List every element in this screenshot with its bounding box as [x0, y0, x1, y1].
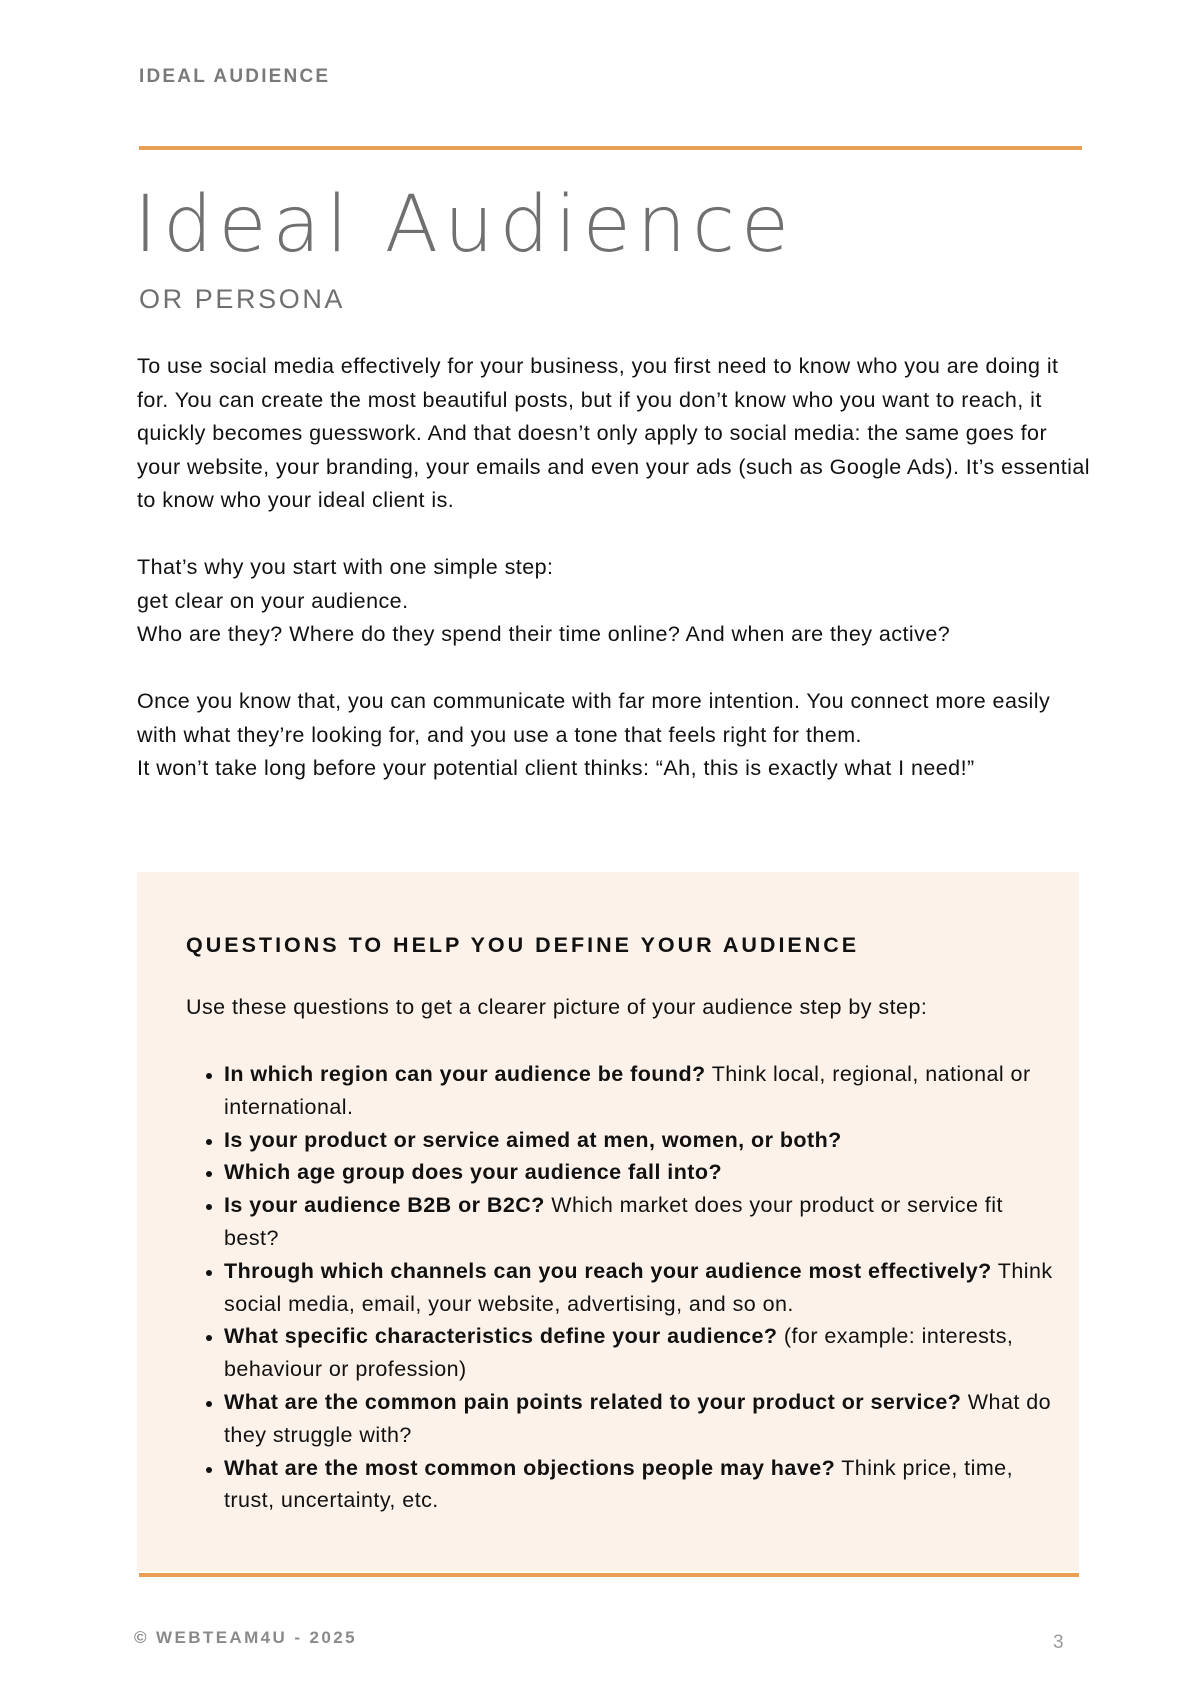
- question-item: [224, 1386, 1054, 1452]
- intro-line: get clear on your audience.: [137, 588, 409, 613]
- intro-line: That’s why you start with one simple step:: [137, 555, 554, 579]
- questions-list: [186, 1058, 1054, 1517]
- question-text: What specific characteristics define your audience?: [224, 1324, 778, 1349]
- footer-copyright: © WEBTEAM4U - 2025: [134, 1628, 357, 1647]
- question-item: [224, 1255, 1054, 1321]
- question-text: What are the common pain points related to your product or service?: [224, 1389, 962, 1414]
- question-detail: What do they struggle with?: [224, 1389, 1052, 1447]
- question-item: [224, 1058, 1054, 1124]
- intro-paragraph-1: To use social media effectively for your business, you first need to know who you are doing it for. You can create the most beautiful posts, but if you don’t know who you want to reach, it quickly becomes guesswork. And that doesn’t only apply to social media: the same goes for your website, your branding, your emails and even your ads (such as Google Ads). It’s essential to know who your ideal client is.: [137, 354, 1091, 512]
- page-subtitle: OR PERSONA: [139, 284, 346, 314]
- page-number: 3: [1053, 1632, 1064, 1653]
- questions-panel: [137, 872, 1079, 1571]
- question-item: [224, 1156, 1054, 1189]
- questions-heading: QUESTIONS TO HELP YOU DEFINE YOUR AUDIENCE: [186, 933, 860, 957]
- intro-line: It won’t take long before your potential client thinks: “Ah, this is exactly what I need!”: [137, 756, 975, 780]
- question-text: Is your audience B2B or B2C?: [224, 1193, 545, 1218]
- intro-line: Who are they? Where do they spend their time online? And when are they active?: [137, 622, 951, 646]
- page-title: Ideal Audience: [134, 180, 796, 270]
- question-text: Is your product or service aimed at men, women, or both?: [224, 1127, 842, 1152]
- section-label: IDEAL AUDIENCE: [139, 66, 331, 87]
- question-detail: Which market does your product or service fit best?: [224, 1193, 1003, 1250]
- question-detail: Think local, regional, national or international.: [224, 1062, 1031, 1119]
- bottom-divider: [139, 1573, 1079, 1577]
- intro-line: Once you know that, you can communicate with far more intention. You connect more easily with what they’re looking for, and you use a tone that feels right for them.: [137, 689, 1051, 747]
- question-detail: Think social media, email, your website, advertising, and so on.: [224, 1258, 1053, 1316]
- question-item: [224, 1320, 1054, 1386]
- intro-paragraph-3: [137, 685, 1092, 786]
- question-item: [224, 1124, 1054, 1157]
- question-text: In which region can your audience be found?: [224, 1062, 706, 1086]
- question-text: What are the most common objections people may have?: [224, 1455, 836, 1480]
- intro-text: [137, 350, 1092, 819]
- top-divider: [139, 146, 1082, 150]
- question-text: Through which channels can you reach your audience most effectively?: [224, 1258, 992, 1283]
- intro-paragraph-2: [137, 551, 1092, 652]
- question-detail: (for example: interests, behaviour or profession): [224, 1324, 1014, 1382]
- question-detail: Think price, time, trust, uncertainty, etc.: [224, 1455, 1014, 1513]
- question-text: Which age group does your audience fall into?: [224, 1160, 723, 1185]
- question-item: [224, 1452, 1054, 1518]
- question-item: [224, 1189, 1054, 1255]
- questions-intro: Use these questions to get a clearer picture of your audience step by step:: [186, 995, 928, 1019]
